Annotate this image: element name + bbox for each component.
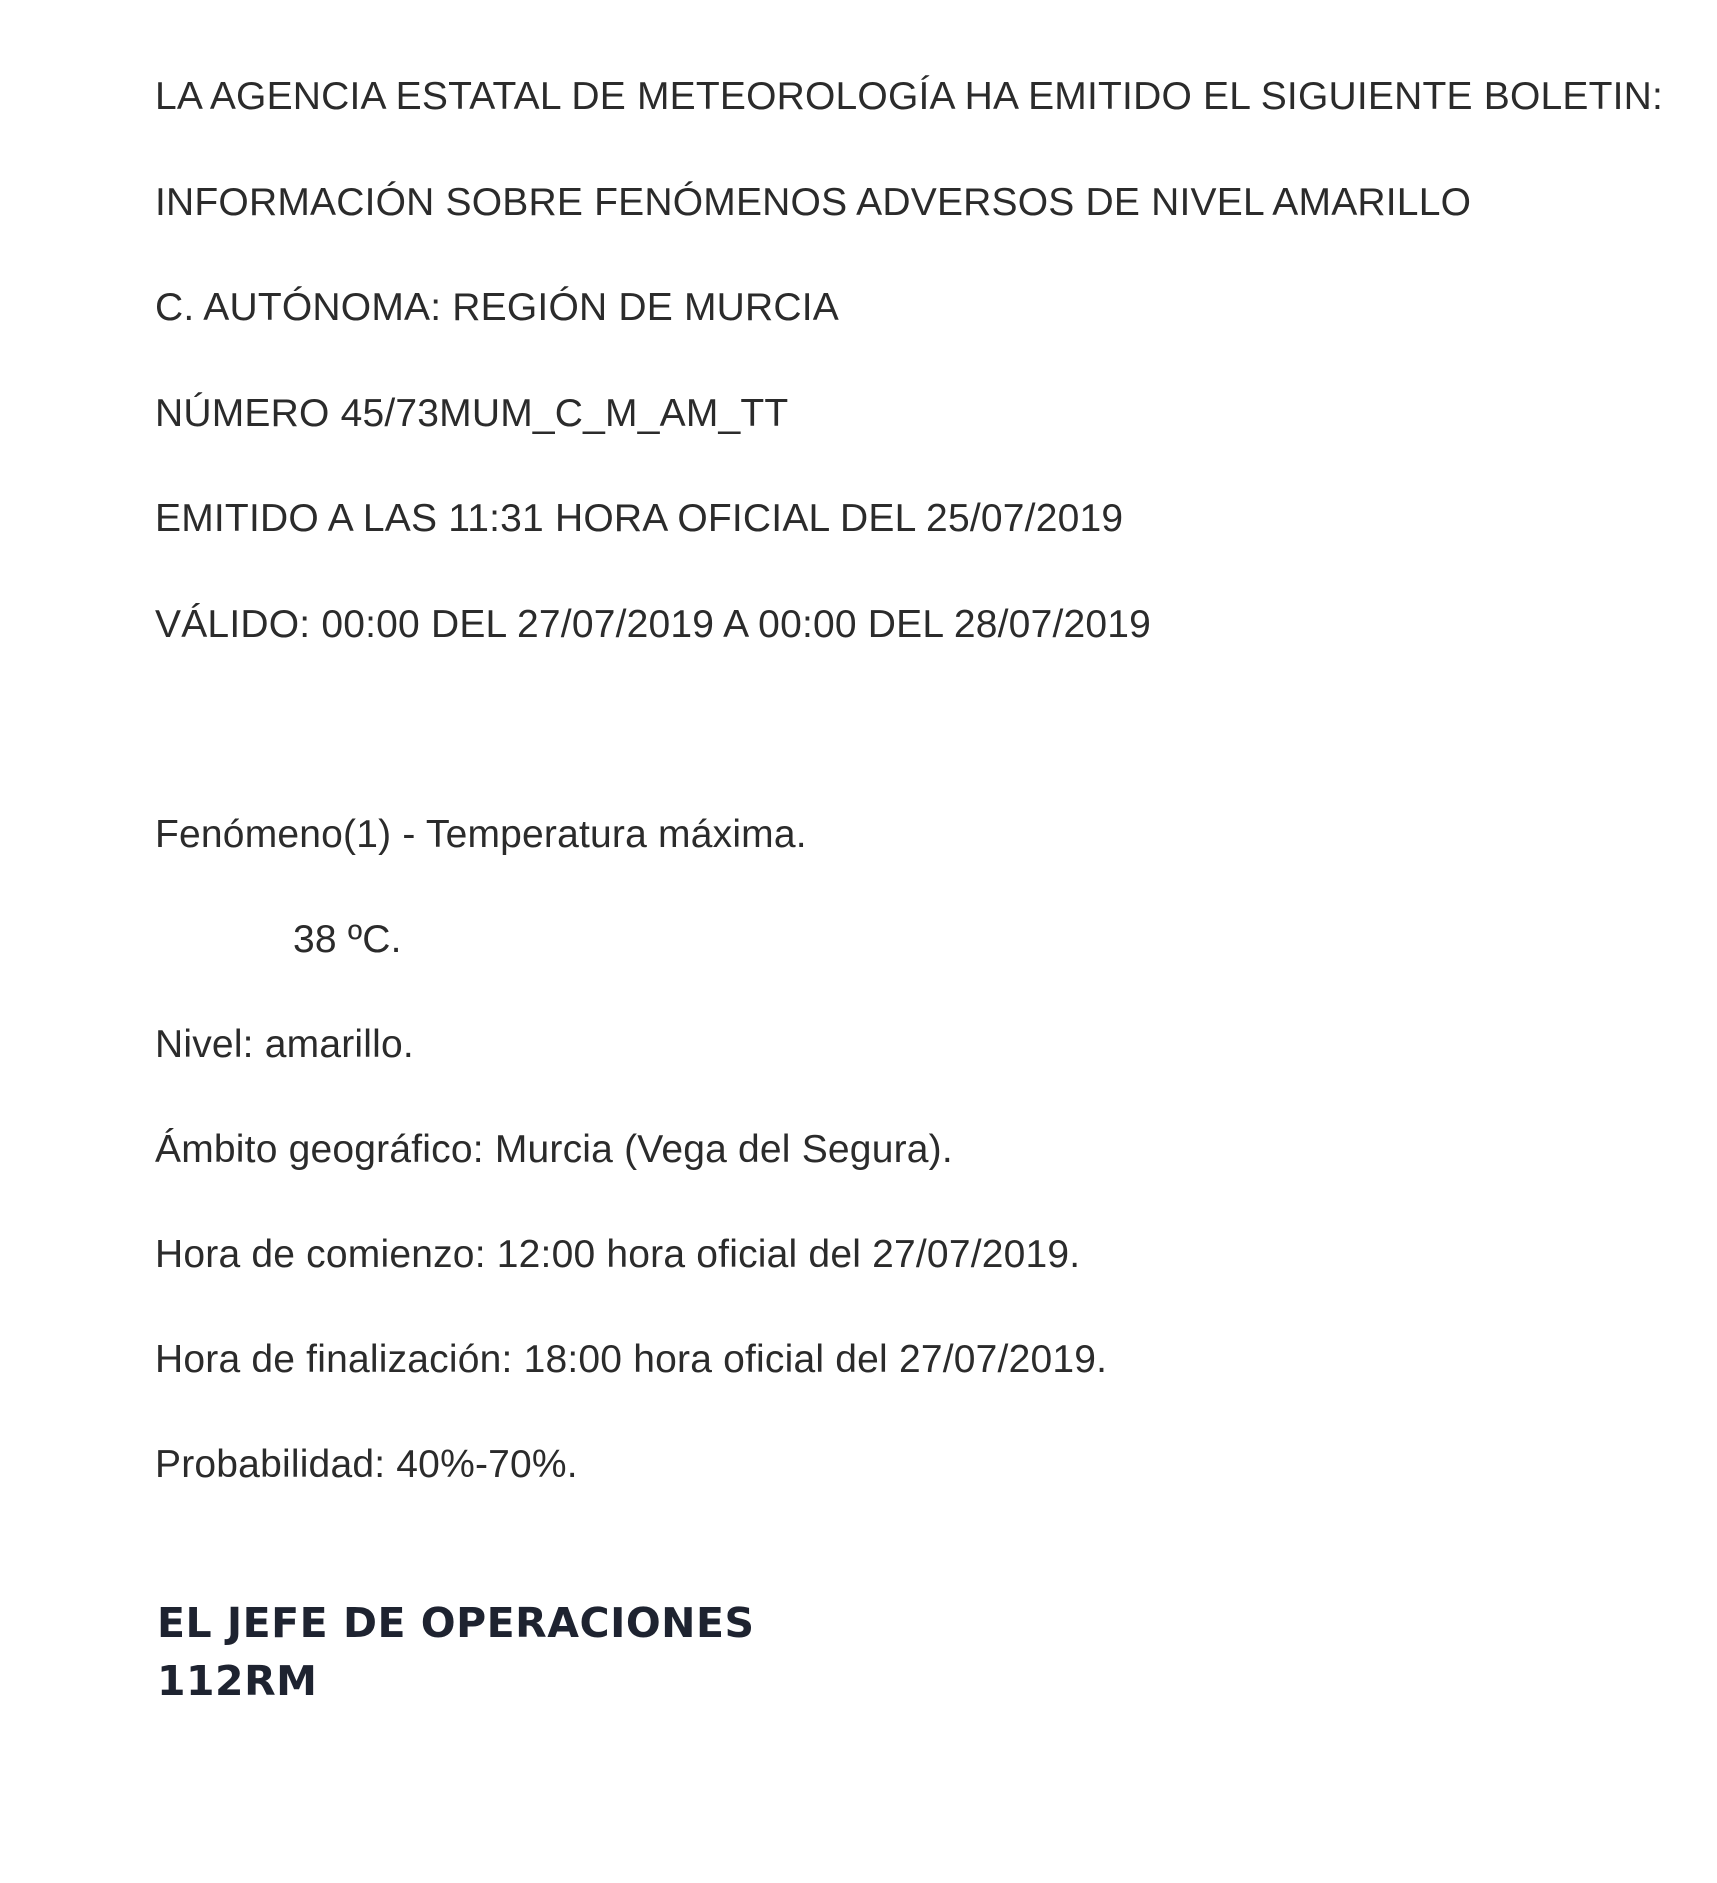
issuer-line: LA AGENCIA ESTATAL DE METEOROLOGÍA HA EMITIDO EL SIGUIENTE BOLETIN: — [155, 75, 1664, 118]
issued-line: EMITIDO A LAS 11:31 HORA OFICIAL DEL 25/07/2019 — [155, 497, 1124, 540]
phenomenon-area: Ámbito geográfico: Murcia (Vega del Segura). — [155, 1128, 953, 1171]
phenomenon-level: Nivel: amarillo. — [155, 1023, 414, 1066]
signature-title: EL JEFE DE OPERACIONES — [157, 1599, 755, 1647]
phenomenon-end: Hora de finalización: 18:00 hora oficial del 27/07/2019. — [155, 1338, 1108, 1381]
phenomenon-value: 38 ºC. — [293, 918, 402, 961]
phenomenon-probability: Probabilidad: 40%-70%. — [155, 1443, 578, 1486]
info-line: INFORMACIÓN SOBRE FENÓMENOS ADVERSOS DE NIVEL AMARILLO — [155, 181, 1472, 224]
signature-org: 112RM — [157, 1657, 318, 1705]
number-line: NÚMERO 45/73MUM_C_M_AM_TT — [155, 392, 789, 435]
phenomenon-title: Fenómeno(1) - Temperatura máxima. — [155, 813, 807, 856]
phenomenon-start: Hora de comienzo: 12:00 hora oficial del 27/07/2019. — [155, 1233, 1081, 1276]
valid-line: VÁLIDO: 00:00 DEL 27/07/2019 A 00:00 DEL 28/07/2019 — [155, 603, 1152, 646]
region-line: C. AUTÓNOMA: REGIÓN DE MURCIA — [155, 286, 840, 329]
